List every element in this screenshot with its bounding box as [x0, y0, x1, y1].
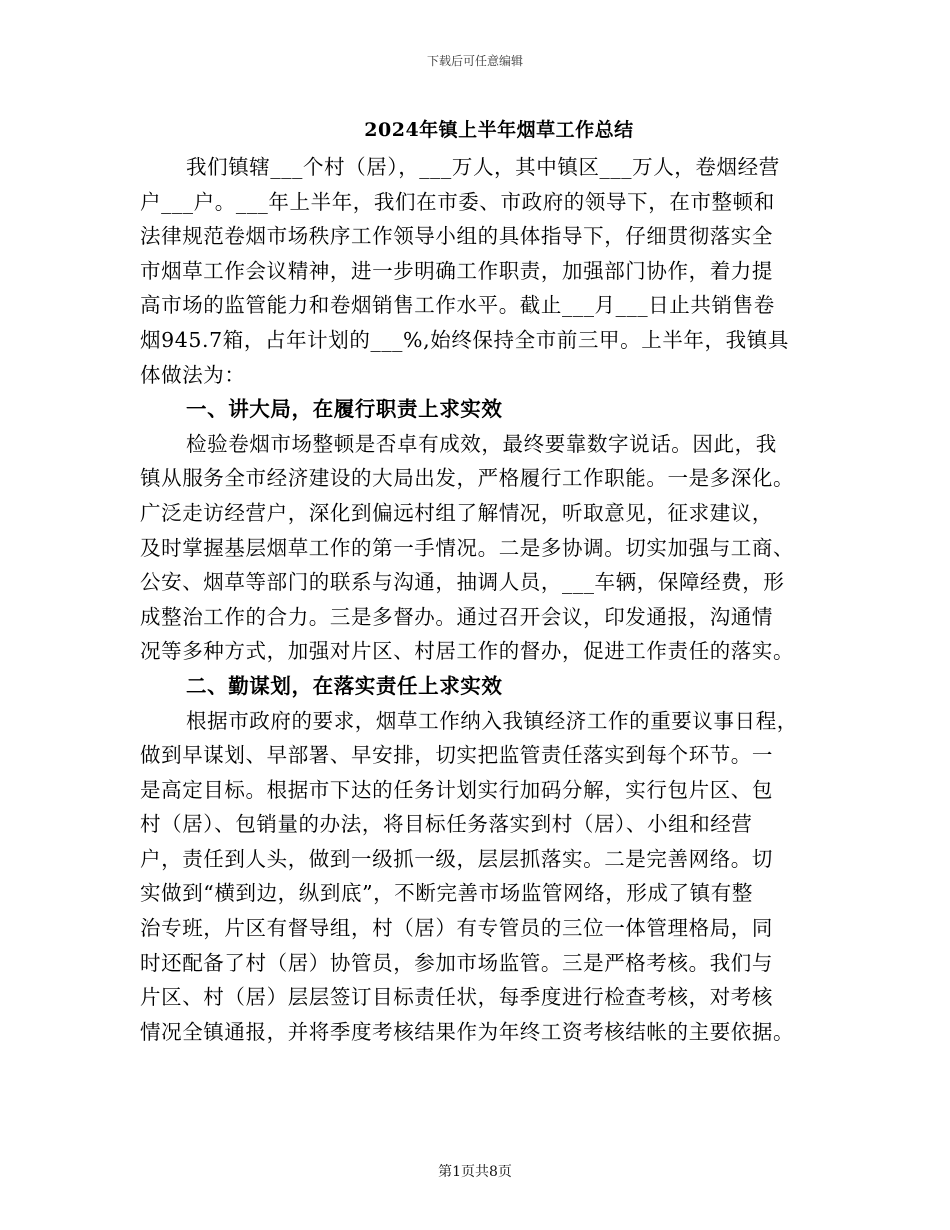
paragraph-line: 治专班，片区有督导组，村（居）有专管员的三位一体管理格局，同	[140, 916, 773, 941]
page-footer: 第1页共8页	[438, 1164, 512, 1180]
paragraph-line: 片区、村（居）层层签订目标责任状，每季度进行检查考核，对考核	[140, 985, 773, 1010]
paragraph-line: 法律规范卷烟市场秩序工作领导小组的具体指导下，仔细贯彻落实全	[140, 224, 773, 249]
paragraph-line: 及时掌握基层烟草工作的第一手情况。二是多协调。切实加强与工商、	[140, 535, 795, 560]
paragraph-line: 公安、烟草等部门的联系与沟通，抽调人员，___车辆，保障经费，形	[140, 570, 785, 595]
paragraph-line: 情况全镇通报，并将季度考核结果作为年终工资考核结帐的主要依据。	[140, 1019, 795, 1044]
paragraph-line: 市烟草工作会议精神，进一步明确工作职责，加强部门协作，着力提	[140, 258, 773, 283]
paragraph-line: 成整治工作的合力。三是多督办。通过召开会议，印发通报，沟通情	[140, 604, 773, 629]
paragraph-line: 高市场的监管能力和卷烟销售工作水平。截止___月___日止共销售卷	[140, 293, 775, 318]
section-heading: 一、讲大局，在履行职责上求实效	[186, 397, 503, 422]
paragraph-line: 根据市政府的要求，烟草工作纳入我镇经济工作的重要议事日程，	[186, 708, 798, 733]
paragraph-line: 做到早谋划、早部署、早安排，切实把监管责任落实到每个环节。一	[140, 743, 773, 768]
paragraph-line: 烟945.7箱，占年计划的___%,始终保持全市前三甲。上半年，我镇具	[140, 327, 789, 352]
paragraph-line: 体做法为：	[140, 362, 246, 387]
paragraph-line: 广泛走访经营户，深化到偏远村组了解情况，听取意见，征求建议，	[140, 500, 773, 525]
paragraph-line: 是高定目标。根据市下达的任务计划实行加码分解，实行包片区、包	[140, 777, 773, 802]
paragraph-line: 实做到“横到边，纵到底”，不断完善市场监管网络，形成了镇有整	[140, 881, 753, 906]
section-heading: 二、勤谋划，在落实责任上求实效	[186, 673, 503, 698]
paragraph-line: 我们镇辖___个村（居），___万人，其中镇区___万人，卷烟经营	[186, 155, 780, 179]
paragraph-line: 时还配备了村（居）协管员，参加市场监管。三是严格考核。我们与	[140, 950, 773, 975]
paragraph-line: 户，责任到人头，做到一级抓一级，层层抓落实。二是完善网络。切	[140, 846, 773, 871]
document-title: 2024年镇上半年烟草工作总结	[364, 119, 634, 141]
paragraph-line: 户___户。___年上半年，我们在市委、市政府的领导下，在市整顿和	[140, 189, 775, 214]
paragraph-line: 况等多种方式，加强对片区、村居工作的督办，促进工作责任的落实。	[140, 639, 795, 664]
paragraph-line: 检验卷烟市场整顿是否卓有成效，最终要靠数字说话。因此，我	[186, 431, 777, 456]
paragraph-line: 镇从服务全市经济建设的大局出发，严格履行工作职能。一是多深化。	[140, 466, 795, 491]
paragraph-line: 村（居）、包销量的办法，将目标任务落实到村（居）、小组和经营	[140, 812, 753, 837]
document-body	[140, 150, 808, 1049]
header-note: 下载后可任意编辑	[426, 54, 523, 68]
